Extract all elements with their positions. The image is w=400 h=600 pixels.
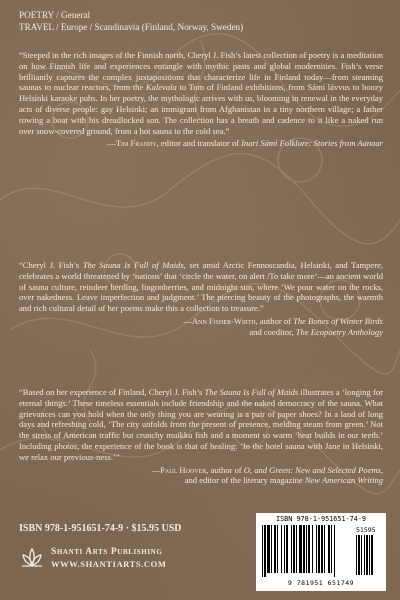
barcode-bar [306, 525, 307, 573]
barcode-bar [312, 525, 313, 573]
barcode-bar [274, 525, 276, 573]
barcode-addon-bar [356, 535, 357, 575]
barcode-bar [291, 525, 292, 573]
blurb-fisher-wirth-text: “Cheryl J. Fish’s The Sauna Is Full of Maids, set amid Arctic Fennoscandia, Helsinki, and Tampere, celebrates a world threatened by ‘nations’ that ‘circle the water, on alert /To take more’—an ancient world of sauna culture, reindeer herding, lingonberries, and midnight sun, where ‘We pour water on the rocks, over nakedness. Leave imperfection and judgment.’ The piercing beauty of the photographs, the warmth and rich cultural detail of her poems make this a collection to treasure.” [19, 260, 383, 314]
barcode-bar [271, 525, 272, 573]
barcode-bar [286, 525, 288, 573]
barcode-addon-bar [369, 535, 370, 575]
barcode-bar [284, 525, 285, 573]
barcode-bar [308, 525, 310, 573]
blurb-fisher-wirth [19, 260, 383, 338]
isbn-price: ISBN 978-1-951651-74-9 · $15.95 USD [19, 523, 182, 534]
barcode-addon-bar [371, 535, 373, 575]
barcode-bar [293, 525, 295, 573]
category-poetry: POETRY / General [19, 10, 91, 20]
barcode-number: 9 781951 651749 [287, 579, 355, 587]
barcode-bar [262, 525, 263, 577]
barcode-bar [267, 525, 270, 573]
barcode-addon-bar [358, 535, 360, 575]
barcode-addon-bar [361, 535, 362, 575]
publisher-block [19, 545, 167, 571]
category-travel: TRAVEL / Europe / Scandinavia (Finland, Norway, Sweden) [19, 21, 244, 32]
barcode-bar [281, 525, 282, 573]
blurb-fisher-wirth-attribution: —Ann Fisher-Wirth, author of The Bones of Winter Birds and coeditor, The Ecopoetry Anthology [183, 315, 383, 337]
blurb-frandy [19, 50, 383, 149]
barcode-bar [331, 525, 332, 573]
barcode-addon-text: 51595 [356, 526, 376, 534]
barcode-bar [321, 525, 323, 573]
barcode-addon-bar [366, 535, 368, 575]
blurb-frandy-text: “Steeped in the rich images of the Finnish north, Cheryl J. Fish’s latest collection of poetry is a meditation on how Finnish life and experiences entangle with mythic pasts and global modernities. Fish’s verse brilliantly captures the complex juxtapositions that characterize life in Finland today—from steaming saunas to nuclear reactors, from the Kalevala to Tom of Finland exhibitions, from Sámi lávvus to boozy Helsinki karaoke pubs. In her poetry, the mythologic arrives with us, blooming in renewal in the everyday acts of diverse people: gay Helsinki; an immigrant from Afghanistan in a tiny northern village; a father rowing a boat with his dreadlocked son. The collection has a breath and cadence to it like a naked run over snow-covered ground, from a hot sauna to the cold sea.” [19, 50, 383, 136]
barcode-bar [299, 525, 302, 573]
blurb-frandy-attribution: —Tim Frandy, editor and translator of Inari Sámi Folklore: Stories from Aanaar [107, 138, 383, 149]
barcode-bar [334, 525, 335, 577]
lotus-logo-icon [19, 545, 45, 571]
barcode-bar [264, 525, 266, 577]
barcode-addon-bar [364, 535, 365, 575]
barcode-bar [277, 525, 278, 573]
publisher-website[interactable]: WWW.SHANTIARTS.COM [51, 559, 167, 569]
publisher-name: Shanti Arts Publishing [51, 547, 163, 557]
barcode-bar [316, 525, 317, 573]
blurb-hoover [19, 387, 383, 486]
barcode-isbn-text: ISBN 978-1-951651-74-9 [275, 515, 367, 523]
barcode-bar [328, 525, 330, 573]
barcode-bar [324, 525, 325, 573]
subject-categories [19, 10, 243, 33]
isbn-barcode [256, 513, 386, 591]
blurb-hoover-text: “Based on her experience of Finland, Cheryl J. Fish’s The Sauna Is Full of Maids illustrates a ‘longing for eternal things.’ These timeless essentials include friendship and the naked democracy of the sauna. What grievances can you hold when the only thing you are wearing is a pair of paper shoes? In a land of long days and refreshing cold, ‘The city unfolds from the present of presence, melding steam from green.’ Not the stress of American traffic but crunchy muikku fish and a moment so warm ‘heat builds in our teeth.’ Including photos, the experience of the book is that of healing: ‘In the hotel sauna with Jane in Helsinki, we relax our previous-ness.’” [19, 387, 383, 462]
barcode-bar [318, 525, 320, 573]
barcode-bar [303, 525, 305, 573]
barcode-bar [296, 525, 297, 573]
blurb-hoover-attribution: —Paul Hoover, author of O, and Green: New and Selected Poems, and editor of the literary magazine New American Writing [151, 464, 383, 486]
